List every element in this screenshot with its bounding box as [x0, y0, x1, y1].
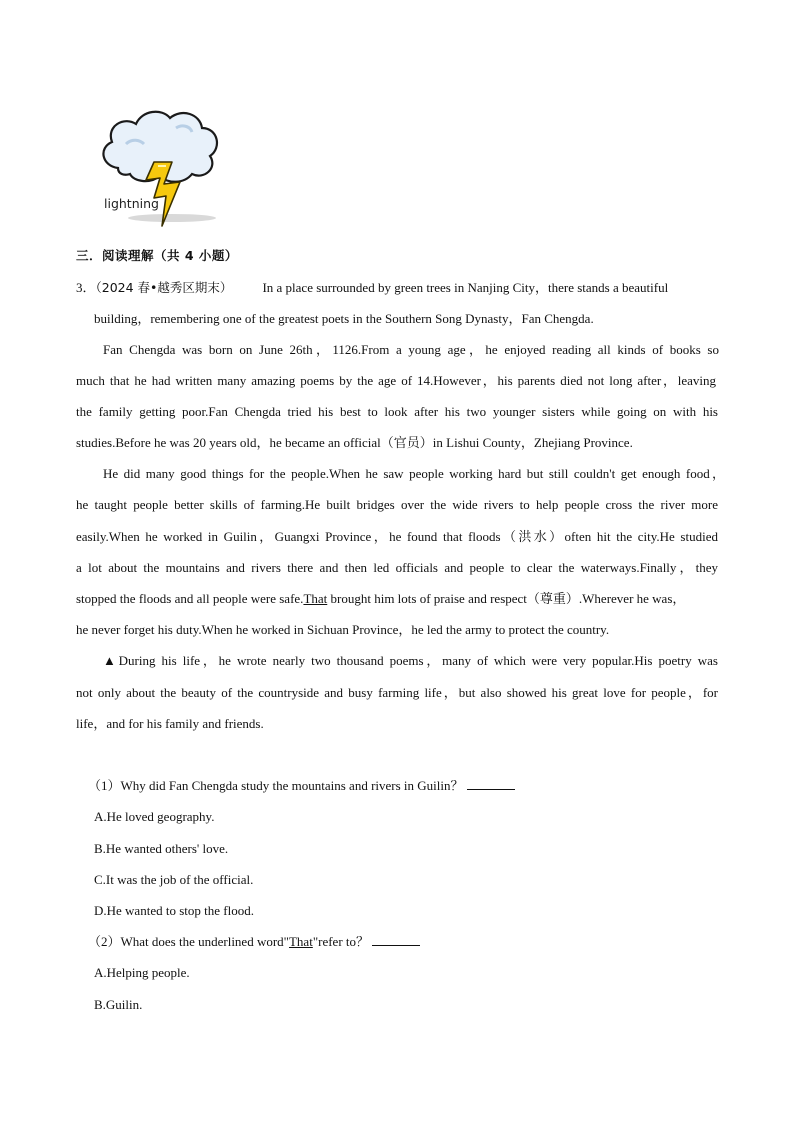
question-intro-continued: building，remembering one of the greatest poets in the Southern Song Dynasty，Fan Chengda. [94, 311, 594, 326]
para2-line: easily.When he worked in Guilin，Guangxi Province，he found that floods（洪水）often hit the city.He studied [76, 529, 718, 544]
subquestion-2-text: （2）What does the underlined word" [88, 934, 289, 949]
para2-line: he taught people better skills of farming.He built bridges over the wide rivers to help people cross the river more [76, 497, 718, 512]
option-item: C.It was the job of the official. [94, 872, 254, 887]
answer-blank-1[interactable] [467, 776, 515, 790]
option-item: B.He wanted others' love. [94, 841, 229, 856]
question-source: （2024 春•越秀区期末） [95, 280, 233, 295]
option-item: D.He wanted to stop the flood. [94, 903, 254, 918]
option-item: B.Guilin. [94, 997, 143, 1012]
para3-line: life，and for his family and friends. [76, 716, 264, 731]
underlined-word-that: That [303, 591, 328, 606]
para2-line [76, 589, 685, 609]
answer-blank-2[interactable] [372, 932, 420, 946]
para1-line: studies.Before he was 20 years old，he became an official（官员）in Lishui County，Zhejiang Province. [76, 435, 633, 450]
option-item: A.Helping people. [94, 965, 190, 980]
subquestion-2 [88, 932, 420, 952]
question-intro: In a place surrounded by green trees in Nanjing City，there stands a beautiful [262, 280, 669, 295]
subquestion-1 [88, 776, 515, 796]
question-header [76, 278, 726, 298]
para2-line: he never forget his duty.When he worked in Sichuan Province，he led the army to protect the country. [76, 622, 610, 637]
lightning-figure [96, 104, 226, 228]
subquestion-2-text: "refer to？ [312, 934, 370, 949]
para1-line: Fan Chengda was born on June 26th，1126.From a young age，he enjoyed reading all kinds of books so [103, 342, 719, 357]
question-number: 3． [76, 280, 96, 295]
figure-caption: lightning [104, 196, 159, 211]
para2-text: brought him lots of praise and respect（尊重）.Wherever he was， [327, 591, 686, 606]
para1-line: much that he had written many amazing poems by the age of 14.However，his parents died not long after，leaving [76, 373, 716, 388]
para2-text: stopped the floods and all people were safe. [76, 591, 304, 606]
para2-line: a lot about the mountains and rivers there and then led officials and people to clear the waterways.Finally，they [76, 560, 718, 575]
subquestion-1-text: （1）Why did Fan Chengda study the mountains and rivers in Guilin？ [88, 778, 464, 793]
section-title: 三．阅读理解（共 4 小题） [76, 248, 238, 263]
para3-line: not only about the beauty of the countryside and busy farming life，but also showed his great love for people，for [76, 685, 718, 700]
para2-line: He did many good things for the people.When he saw people working hard but still couldn't get enough food， [103, 466, 725, 481]
para1-line: the family getting poor.Fan Chengda tried his best to look after his two younger sisters while going on with his [76, 404, 718, 419]
para3-line: ▲During his life，he wrote nearly two thousand poems，many of which were very popular.His poetry was [103, 653, 718, 668]
option-item: A.He loved geography. [94, 809, 215, 824]
underlined-word-that: That [288, 934, 313, 949]
